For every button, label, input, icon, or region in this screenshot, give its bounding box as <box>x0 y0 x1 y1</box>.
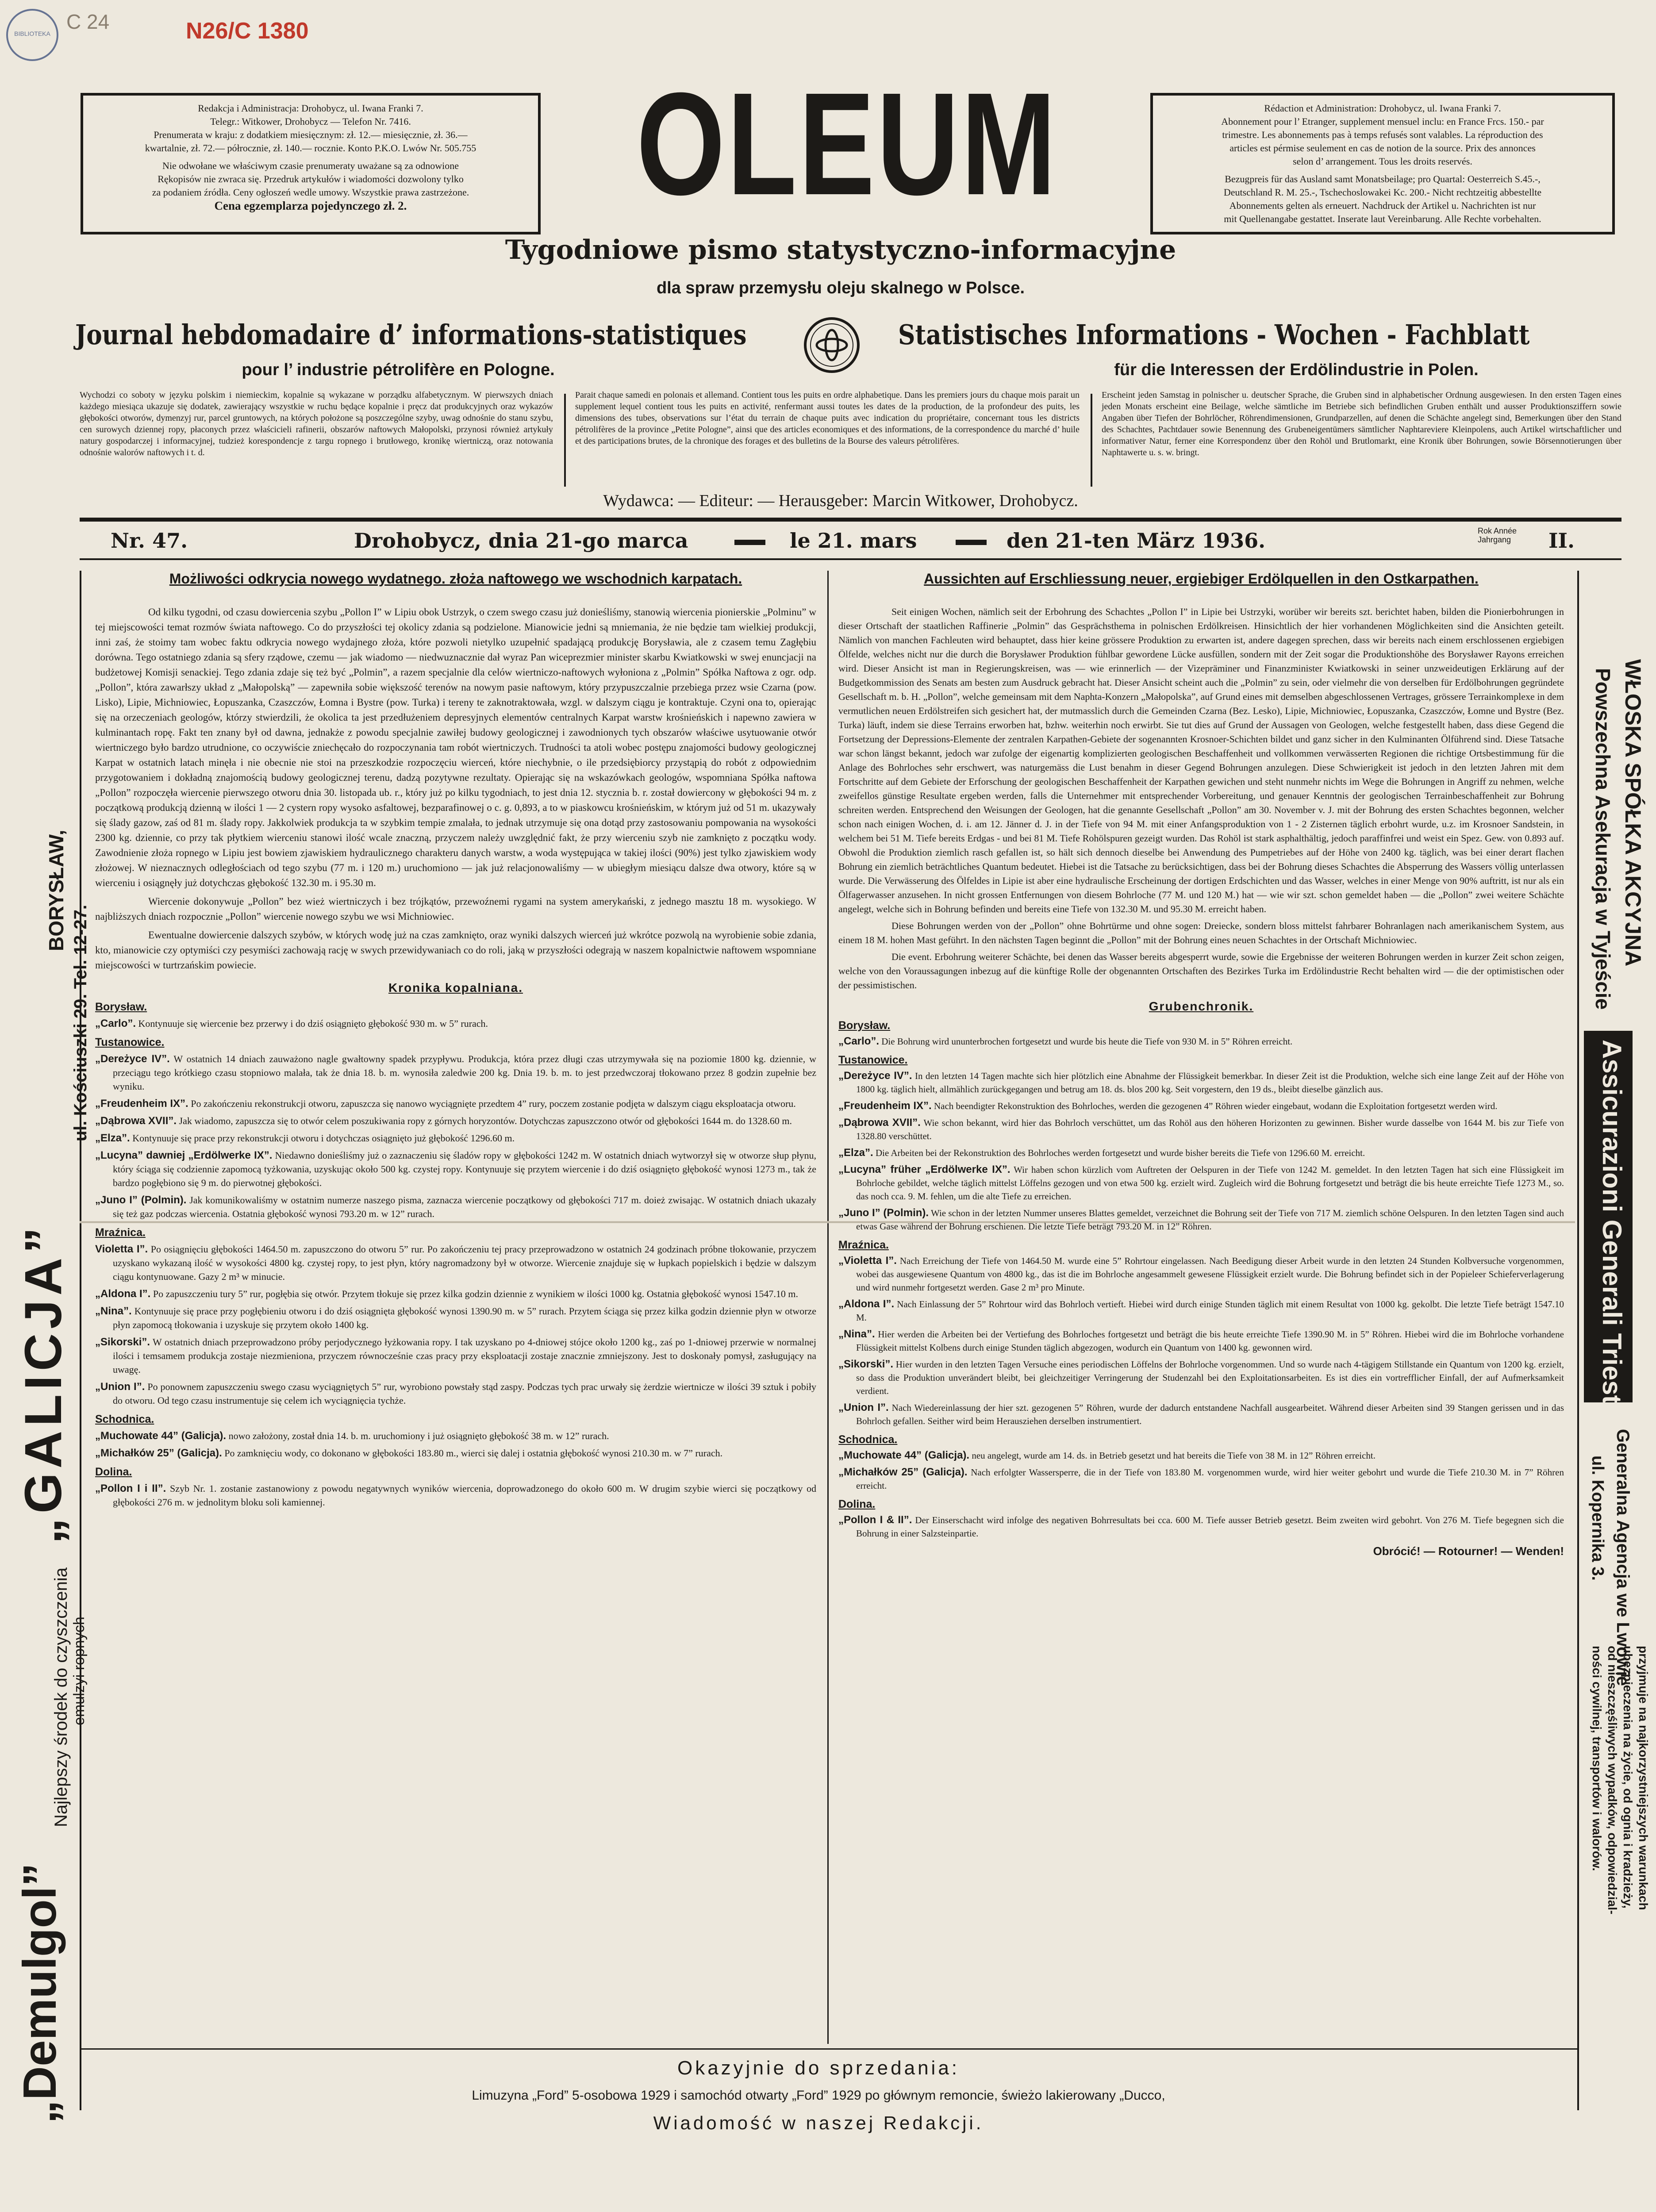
date-separator <box>956 540 987 545</box>
masthead-title: OLEUM <box>636 62 1058 225</box>
chronicle-entry <box>95 1114 816 1128</box>
well-name: „Nina”. <box>838 1328 875 1340</box>
chronicle-entry <box>95 1335 816 1376</box>
chronicle-place: Mraźnica. <box>838 1239 889 1251</box>
well-name: „Dąbrowa XVII”. <box>95 1115 177 1127</box>
entry-text: Wir haben schon kürzlich vom Auftreten der Oelspuren in der Tiefe von 1242 M. gemeldet. In den letzten Tagen hat sich eine Flüssigkeit im Bohrloche gebildet, welche täglich mittelst Löffelns gezogen und von etwa 500 kg. erzielt wird. Zugleich wird die Bohrung fortgesetzt und beträgt die bis heute erreichte Tiefe 1273 M., so. das noch cca. 9. M. fehlen, um die alte Tiefe zu erreichen. <box>856 1164 1564 1202</box>
chronicle-entry <box>838 1401 1564 1428</box>
chronicle-place: Schodnica. <box>838 1433 898 1446</box>
ad-right-desc: przyjmuje na najkorzystniejszych warunkach <box>1637 1646 1650 1910</box>
left-article-p1: Od kilku tygodni, od czasu dowiercenia szybu „Pollon I” w Lipiu obok Ustrzyk, o czem swego czasu już donieśliśmy, stanowią wiercenia pionierskie „Polminu” w tej miejscowości temat rozmów świata naftowego. Co do przyszłości tej okolicy zdania są podzielone. Mianowicie jedni są mniemania, że nie będzie tam wielkiej produkcji, inni zaś, że stoimy tam wobec faktu odkrycia nowego wydajnego złoża, które pozwoli nietylko uzupełnić spadającą produkcję Borysławia, ale z czasem temu Zagłębiu dorówna. Tego ostatniego zdania są sfery rządowe, czemu — jak wiadomo — niedwuznacznie dał wyraz Pan wiceprezmier minister skarbu Kwiatkowski w swej enuncjacji na budżetowej Komisji senackiej. Tego zdania zdaje się też być „Polmin”, a razem specjalnie dla celów wiertniczo-naftowych wyłoniona z „Polmin” Spółka Naftowa z ogr. odp. „Pollon”, która zawarłszy układ z „Małopolską” — zapewniła sobie większość terenów na nowym pasie naftowym, który przypuszczalnie przebiega przez wsie Czarna (pow. Lisko), Lipie, Michniowiec, Łopuszanka, Czaszczów, Łomna i Bystre (pow. Turka) i tereny te zaknotraktowała, wzgl. w dalszym ciągu je kontraktuje. Czyni ona to, opierając się na orzeczeniach geologów, którzy stwierdzili, że okolica ta jest przedłużeniem depresyjnych elementów centralnych Karpat warstw krośnieńskich i napewno zawiera w kulminantach ropę. Fakt ten znany był od dawna, jednakże z powodu specjalnie zawiłej budowy geologicznej i zawodnionych tych obszarów właściwe usytuowanie otwór wiertniczego było bardzo utrudnione, co oczywiście zniechęcało do rozpoczynania tam robót wiertniczych. Trudności ta atoli wobec postępu znajomości budowy geologicznej Karpat w ostatnich latach minęła i nie obecnie nie stoi na przeszkodzie rozpoczęciu wierceń, które niechybnie, o ile przedsiębiorcy przystąpią do robót z odpowiednim przygotowaniem i dokładną znajomością budowy geologicznej terenu, dadzą pozytywne rezultaty. Opierając się na wskazówkach geologów, wspomniana Spółka naftowa „Pollon” rozpoczęła wiercenie pierwszego otworu dnia 30. listopada ub. r., który już po kilku tygodniach, to jest dnia 12. stycznia b. r. został dowiercony w głębokości 94 m. z początkową produkcją dzienną w ilości 1 — 2 cystern ropy wysoko asfaltowej, bezparafinowej o c. g. 0,893, a to w piaskowcu krośnieńskim, w którym już od 51 m. ukazywały się ślady gazow, zaś od 81 m. ślady ropy. Jakkolwiek produkcja ta w szybkim tempie zmalała, to jednak utrzymuje się ona dotąd przy zastosowaniu pompowania na wysokości 2300 kg. dziennie, co przy tak płytkiem wierceniu stanowi ilość wcale znaczną, przyczem należy uwzględnić fakt, że przy wierceniu szyb nie zamknięto z początku wody. Zawodnienie złoża ropnego w Lipiu jest bowiem zjawiskiem hydraulicznego charakteru danych warstw, a woda występująca w takiej ilości (90%) jest tylko zjawiskiem wody złożowej. W nieznacznych odległościach od tego szybu (77 m. i 120 m.) uruchomiono — jak już relacjonowaliśmy — w ubiegłym miesiącu dalsze dwa otwory, które są w wierceniu i osiągnęły już dotychczas głębokość 132.30 m. i 95.30 m. <box>95 607 816 888</box>
chronicle-place: Tustanowice. <box>838 1054 908 1066</box>
chronicle-entry <box>838 1146 1564 1160</box>
left-box-line: Telegr.: Witkower, Drohobycz — Telefon Nr. 7416. <box>210 116 411 127</box>
chronicle-place: Dolina. <box>95 1466 132 1478</box>
sale-footer: Wiadomość w naszej Redakcji. <box>653 2112 984 2133</box>
well-name: „Muchowate 44” (Galicja). <box>95 1430 227 1442</box>
well-name: „Freudenheim IX”. <box>95 1098 188 1110</box>
subtitle-pl2: dla spraw przemysłu oleju skalnego w Polsce. <box>656 279 1025 297</box>
right-box-line: Deutschland R. M. 25.-, Tschechoslowakei Kc. 200.- Nicht rechtzeitig abbestellte <box>1223 187 1542 198</box>
oleum-emblem <box>803 316 861 374</box>
well-name: „Aldona I”. <box>95 1288 151 1300</box>
entry-text: Nach Einlassung der 5” Rohrtour wird das Bohrloch vertieft. Hiebei wird durch einige Stunden täglich mit einem Resultat von 1000 kg. gekolbt. Die letzte Tiefe beträgt 1547.10 M. <box>856 1299 1564 1323</box>
chronicle-entry <box>95 1097 816 1110</box>
right-chronicle-title: Grubenchronik. <box>1149 999 1254 1013</box>
entry-text: Szyb Nr. 1. zostanie zastanowiony z powodu negatywnych wyników wiercenia, doprowadzonego do około 600 m. W drugim szybie wierci się początkowy od głębokości 276 m. w jednolitym bloku soli kamiennej. <box>113 1483 817 1508</box>
chronicle-entry <box>838 1116 1564 1143</box>
left-box-line: Rękopisów nie zwraca się. Przedruk artykułów i wiadomości dozwolony tylko <box>158 173 464 184</box>
left-box-line: za podaniem źródła. Ceny ogłoszeń wedle umowy. Wszystkie prawa zastrzeżone. <box>152 187 469 198</box>
chronicle-entry <box>95 1446 816 1460</box>
well-name: „Michałków 25” (Galicja). <box>95 1447 222 1459</box>
left-box-line: kwartalnie, zł. 72.— półrocznie, zł. 140.— rocznie. Konto P.K.O. Lwów Nr. 505.755 <box>145 142 476 154</box>
date-pl: Drohobycz, dnia 21-go marca <box>354 529 688 553</box>
left-article-headline: Możliwości odkrycia nowego wydatnego. złoża naftowego we wschodnich karpatach. <box>169 571 742 587</box>
publisher-line: Wydawca: — Editeur: — Herausgeber: Marcin Witkower, Drohobycz. <box>603 492 1078 510</box>
issue-number: Nr. 47. <box>111 529 188 553</box>
stamp-text: BIBLIOTEKA <box>14 30 50 37</box>
year-label: Rok Année Jahrgang <box>1478 526 1517 544</box>
entry-text: Po zamknięciu wody, co dokonano w głębokości 183.80 m., wierci się dalej i ostatnia głębokość wynosi 210.30 m. w 7” rurach. <box>224 1448 723 1459</box>
chronicle-entry <box>838 1298 1564 1324</box>
chronicle-entry <box>95 1429 816 1443</box>
left-article-p3: Ewentualne dowiercenie dalszych szybów, w których wodę już na czas zamknięto, oraz wyniki dalszych wierceń już wkrótce pozwolą na wyrobienie sobie zdania, kto, mianowicie czy optymiści czy pesymiści zachowają rację w swych przewidywaniach co do roli, jaką w przyszłości odegrają w naszem kopalnictwie naftowem wspomniane miejscowości w turtrzańskim powiecie. <box>95 929 816 971</box>
chronicle-entry <box>838 1099 1564 1113</box>
intro-fr: Parait chaque samedi en polonais et allemand. Contient tous les puits en ordre alphabetique. Dans les premiers jours du chaque mois parait un supplement lequel contient tous les puits en activité, renfermant aussi toutes les dates de la production, de la profondeur des puits, les dimensions des tubes, observations sur l’état du terrain de chaque puits avec indication du propriétaire, concernant tous les districts pétrolifères de la province „Petite Pologne”, ainsi que des articles economiques et des informations, de la correspondence du marché d’ huile et des participations brutes, de la chronique des forages et des bulletins de la Bourse des valeurs pétrolifères. <box>575 390 1080 446</box>
chronicle-entry <box>838 1254 1564 1294</box>
entry-text: Hier wurden in den letzten Tagen Versuche eines periodischen Löffelns der Bohrloche vorgenommen. Und so wurde nach 4-tägigem Stillstande ein Quantum von 1200 kg. erzielt, so dass die Produktion unverändert bleibt, bei gleichzeitiger Verringerung der Studenzahl bei den Exploitationsarbeiten. Es ist dies ein vortrefflicher Einfall, der auf Aufmerksamkeit verdient. <box>856 1359 1564 1396</box>
entry-text: W ostatnich dniach przeprowadzono próby perjodycznego łyżkowania ropy. I tak uzyskano po 4-dniowej stójce około 1200 kg., zaś po 1-dniowej przerwie w normalnej ilości i temsamem produkcja zostaje niezmieniona, przyczem równocześnie czas pracy przy eksploatacji zostaje znacznie zmniejszony. Jest to doskonały pomysł, zasługujący na uwagę. <box>113 1336 816 1375</box>
entry-text: Kontynuuje się wiercenie bez przerwy i do dziś osiągnięto głębokość 930 m. w 5” rurach. <box>138 1018 488 1029</box>
chronicle-entry <box>838 1035 1564 1048</box>
sale-title: Okazyjnie do sprzedania: <box>677 2057 960 2079</box>
handwritten-number: N26/C 1380 <box>186 18 309 44</box>
ad-right-desc: ności cywilnej, transportów i walorów. <box>1590 1646 1604 1871</box>
ad-right-desc: ubezpieczenia na życie, od ognia i kradzieży, <box>1621 1646 1635 1909</box>
chronicle-place: Mraźnica. <box>95 1226 146 1239</box>
entry-text: Jak komunikowaliśmy w ostatnim numerze naszego pisma, zaznacza wiercenie początkowy od głębokości 717 m. doież zwisając. W ostatnich dniach ukazały się też gaz podczas wiercenia. Ostatnia głębokość wynosi 793.20 m. w 12” rurach. <box>113 1194 817 1219</box>
left-ad-rule <box>80 571 81 2110</box>
right-article-p2: Diese Bohrungen werden von der „Pollon” ohne Bohrtürme und ohne sogen: Dreiecke, sondern bloss mittelst fahrbarer Bohranlagen nach amerikanischem System, aus einem 18 M. hohen Mast geführt. In den nächsten Tagen beginnt die „Pollon” mit der Bohrung eines neuen Schachtes in der Ortschaft Michniowiec. <box>838 920 1564 945</box>
chronicle-entry <box>95 1482 817 1509</box>
right-article-headline: Aussichten auf Erschliessung neuer, ergiebiger Erdölquellen in den Ostkarpathen. <box>924 571 1479 587</box>
right-box-line: Abonnement pour l’ Etranger, supplement mensuel inclu: en France Frcs. 150.- par <box>1221 116 1544 127</box>
intro-de: Erscheint jeden Samstag in polnischer u. deutscher Sprache, die Gruben sind in alphabetischer Ordnung ausgewiesen. In den ersten Tagen eines jeden Monats erscheint eine Beilage, welche sämtliche im Betriebe sich befindlichen Gruben enthält und ausser Produktionsziffern sowie Angaben über Tiefen der Bohrlöcher, Röhrendimensionen, Grundparzellen, auf denen die Schächte angelegt sind, Bemerkungen über den Stand des Schachtes, Pachtdauer sowie Benennung des Grubeneigentümers sämtlicher Naphtareviere Kleinpolens, auch Artikel wirtschaftlicher und informativer Natur, ferner eine Korrespondenz über den Rohöl und Brutlomarkt, eine Kronik über Bohrungen, sowie Börsennotierungen über Naphtawerte u. s. w. bringt. <box>1102 390 1621 457</box>
well-name: „Juno I” (Polmin). <box>95 1194 187 1206</box>
date-fr: le 21. mars <box>790 529 917 553</box>
entry-text: Wie schon in der letzten Nummer unseres Blattes gemeldet, verzeichnet die Bohrung seit der Tiefe von 717 M. ziemlich schöne Oelspuren. In den letzten Tagen sind auch etwas Gase während der Bohrung erschienen. Die letzte Tiefe beträgt 793.20 M. in 12” Röhren. <box>856 1208 1564 1232</box>
entry-text: Die Bohrung wird ununterbrochen fortgesetzt und wurde bis heute die Tiefe von 930 M. in 5” Röhren erreicht. <box>881 1036 1293 1047</box>
price-line: Cena egzemplarza pojedynczego zł. 2. <box>214 199 407 212</box>
well-name: „Carlo”. <box>95 1018 136 1029</box>
intro-pl: Wychodzi co soboty w języku polskim i niemieckim, kopalnie są wykazane w porządku alfabetycznym. W pierwszych dniach każdego miesiąca ukazuje się dodatek, zawierający wszystkie w ruchu będące kopalnie i pręcz dat produkcyjnych oraz wykazów głębokości otworów, dymenzyj rur, parcel gruntowych, na których położone są poszczególne szyby, uwag odnośnie do stanu szybu, cen surowych dziennej ropy, płaconych przez właścicieli rafinerii, obszarów naftowych Małopolski, przynosi również artykuły natury gospodarczej i informacyjnej, tudzież korespondencje z targu ropnego i brutłowego, kronikę wiertniczą, oraz notowania odnośnie walorów naftowych i t. d. <box>80 390 553 457</box>
right-info-box <box>1150 93 1615 234</box>
well-name: „Pollon I & II”. <box>838 1514 912 1526</box>
entry-text: Jak wiadomo, zapuszcza się to otwór celem poszukiwania ropy z górnych horyzontów. Dotychczas zapuszczono otwór od głębokości 1644 m. do 1328.60 m. <box>179 1115 792 1126</box>
well-name: „Elza”. <box>838 1147 873 1159</box>
right-ad-rule <box>1577 571 1579 2110</box>
year-value: II. <box>1548 529 1575 553</box>
entry-text: Po ponownem zapuszczeniu swego czasu wyciągniętych 5” rur, wyrobiono powstały stąd zaspy. Podczas tych prac urwały się żerdzie wiertnicze w ilości 39 sztuk i pobiły do otworu. Od tego czasu instrumentuje się celem ich wyciągnięcia tychże. <box>113 1381 817 1406</box>
chronicle-entry <box>838 1206 1564 1233</box>
entry-text: nowo założony, został dnia 14. b. m. uruchomiony i już osiągnięto głębokość 38 m. w 12” rurach. <box>228 1430 609 1441</box>
well-name: „Michałków 25” (Galicja). <box>838 1466 968 1478</box>
chronicle-entry <box>95 1380 817 1407</box>
well-name: „Union I”. <box>95 1381 145 1393</box>
chronicle-entry <box>95 1148 816 1190</box>
well-name: „Juno I” (Polmin). <box>838 1207 929 1219</box>
well-name: „Sikorski”. <box>95 1336 150 1348</box>
chronicle-entry <box>95 1193 817 1221</box>
ad-left-desc: emulzyi ropnych <box>71 1617 88 1725</box>
left-article-p2: Wiercenie dokonywuje „Pollon” bez wież wiertniczych i bez trójkątów, przewoźnemi rygami na system amerykański, z jednego masztu 18 m. wysokiego. W najbliższych dniach rozpocznie „Pollon” wiercenie nowego szybu we wsi Michniowiec. <box>95 896 816 922</box>
turn-over-note: Obrócić! — Rotourner! — Wenden! <box>1373 1544 1564 1558</box>
entry-text: Nach beendigter Rekonstruktion des Bohrloches, werden die gezogenen 4” Röhren wieder eingebaut, wodann die Exploitation fortgesetzt werden wird. <box>934 1101 1498 1111</box>
subtitle-fr: Journal hebdomadaire d’ informations-statistiques <box>75 319 747 351</box>
dateline-rule-top <box>80 518 1621 522</box>
chronicle-entry <box>838 1163 1564 1203</box>
chronicle-entry <box>95 1304 816 1332</box>
well-name: „Dereżyce IV”. <box>95 1053 170 1065</box>
sale-line: Limuzyna „Ford” 5-osobowa 1929 i samochód otwarty „Ford” 1929 po głównym remoncie, świeżo lakierowany „Ducco, <box>472 2088 1165 2103</box>
subtitle-fr2: pour l’ industrie pétrolifère en Pologne. <box>242 361 555 379</box>
right-box-line: Rédaction et Administration: Drohobycz, ul. Iwana Franki 7. <box>1264 103 1501 114</box>
ad-left-brand: „GALICJA” <box>14 1223 73 1544</box>
library-stamp <box>6 9 58 61</box>
chronicle-entry <box>838 1513 1564 1540</box>
well-name: „Lucyna” früher „Erdölwerke IX”. <box>838 1164 1011 1175</box>
chronicle-entry <box>838 1466 1564 1492</box>
ad-right-address: ul. Kopernika 3. <box>1588 1455 1607 1581</box>
well-name: „Carlo”. <box>838 1035 880 1047</box>
chronicle-entry <box>838 1358 1564 1398</box>
chronicle-entry <box>95 1052 817 1093</box>
entry-text: Wie schon bekannt, wird hier das Bohrloch verschüttet, um das Rohöl aus den höheren Horizonten zu gewinnen. Bisher wurde dasselbe von 1644 M. bis zur Tiefe von 1328.80 verschüttet. <box>856 1118 1564 1141</box>
left-chronicle-title: Kronika kopalniana. <box>388 981 523 995</box>
entry-text: Po osiągnięciu głębokości 1464.50 m. zapuszczono do otworu 5” rur. Po zakończeniu tej pracy przeprowadzono w ostatnich 24 godzinach próbne tłokowanie, przyczem uzyskano wykazaną ilość w wysokości 4800 kg. czystej ropy, to jest płyn, który nagromadzony był w otworze. Wiercenie znajduje się w łupkach popielskich i będzie w dalszym ciągu kontynuowane. Gazy 2 m³ w minucie. <box>113 1244 816 1282</box>
subtitle-pl: Tygodniowe pismo statystyczno-informacyjne <box>505 234 1176 265</box>
chronicle-entry <box>95 1131 816 1145</box>
entry-text: Po zapuszczeniu tury 5” rur, pogłębia się otwór. Przytem tłokuje się przez kilka godzin dziennie z wynikiem w ilości 1000 kg. Ostatnia głębokość wynosi 1547.10 m. <box>153 1288 798 1299</box>
right-column <box>838 571 1564 1558</box>
entry-text: W ostatnich 14 dniach zauważono nagle gwałtowny spadek przypływu. Produkcja, która przez długi czas utrzymywała się na poziomie 1800 kg. dziennie, w przeciągu tego krótkiego czasu stopniowo malała, tak że dnia 18. b. m. wynosiła zaledwie 200 kg. Dnia 19. b. m. to jest przedwczoraj tłokowano przez 8 godzin zupełnie bez wyniku. <box>113 1053 817 1092</box>
entry-text: In den letzten 14 Tagen machte sich hier plötzlich eine Abnahme der Flüssigkeit bemerkbar. In dieser Zeit ist die Produktion, welche sich eine lange Zeit auf der Höhe von 1800 kg. täglich hielt, allmählich zurückgegangen und betrug am 18. ds. blos 200 kg. Seit vorgestern, den 19 ds., bleibt dieselbe gänzlich aus. <box>856 1071 1564 1094</box>
left-box-line: Prenumerata w kraju: z dodatkiem miesięcznym: zł. 12.— miesięcznie, zł. 36.— <box>154 129 468 140</box>
shelf-mark: C 24 <box>66 10 110 33</box>
well-name: „Elza”. <box>95 1132 130 1144</box>
chronicle-place: Schodnica. <box>95 1413 154 1425</box>
left-box-line: Redakcja i Administracja: Drohobycz, ul. Iwana Franki 7. <box>198 103 423 114</box>
well-name: „Dąbrowa XVII”. <box>838 1117 921 1129</box>
column-divider <box>827 571 829 2044</box>
entry-text: Nach Wiedereinlassung der hier szt. gezogenen 5” Röhren, wurde der dadurch entstandene Nachfall ausgearbeitet. Während dieser Arbeiten sind 39 Stangen gerissen und in das Bohrloch gefallen. Seither wird beim Herausziehen derselben instrumentiert. <box>856 1402 1564 1426</box>
left-chronicle <box>95 1000 816 1509</box>
well-name: Violetta I”. <box>95 1243 148 1255</box>
well-name: „Nina”. <box>95 1305 132 1317</box>
chronicle-entry <box>838 1328 1564 1354</box>
well-name: „Pollon I i II”. <box>95 1482 166 1494</box>
chronicle-entry <box>838 1069 1564 1096</box>
entry-text: Nach erfolgter Wassersperre, die in der Tiefe von 183.80 M. vorgenommen wurde, wird hier weiter gebohrt und wurde die Tiefe 210.30 M. in 7” Röhren erreicht. <box>856 1467 1564 1491</box>
subtitle-de2: für die Interessen der Erdölindustrie in Polen. <box>1114 361 1479 379</box>
chronicle-entry <box>838 1449 1564 1462</box>
right-box-line: Abonnements gelten als erneuert. Nachdruck der Artikel u. Nachrichten ist nur <box>1229 200 1536 211</box>
sale-rule <box>80 2048 1577 2050</box>
ad-left-city: BORYSŁAW, <box>45 830 68 951</box>
intro-divider <box>564 394 566 487</box>
right-article-p3: Die event. Erbohrung weiterer Schächte, bei denen das Wasser bereits abgesperrt wurde, sowie die Ergebnisse der weiteren Bohrungen werden in kurzer Zeit schon zeigen, welche von den Voraussagungen inbezug auf die künftige Rolle der obgenannten Ortschaften des Bezirkes Turka im Erdölindustrie Recht behalten wird — die der optimistischen oder der pessimistischen. <box>838 951 1564 991</box>
date-separator <box>734 540 765 545</box>
well-name: „Union I”. <box>838 1402 889 1413</box>
right-box-line: selon d’ arrangement. Tous les droits reservés. <box>1293 156 1472 167</box>
entry-text: Kontynuuje się prace przy rekonstrukcji otworu i dotychczas osiągnięto już głębokość 1296.60 m. <box>132 1133 515 1144</box>
left-box-line: Nie odwołane we właściwym czasie prenumeraty uważane są za odnowione <box>162 160 459 171</box>
ad-left-address: ul. Kościuszki 29. Tel. 12-27. <box>71 904 90 1141</box>
well-name: „Violetta I”. <box>838 1255 897 1267</box>
entry-text: Kontynuuje się prace przy pogłębieniu otworu i do dziś osiągnięta głębokość wynosi 1390.90 m. w 5” rurach. Przytem ściąga się przez kilka godzin dziennie płyn w otworze płyn zapomocą tłokowania i uzyskuje się przytem około 1400 kg. <box>113 1306 816 1330</box>
well-name: „Muchowate 44” (Galicja). <box>838 1449 970 1461</box>
ad-left-product: „Demulgol” <box>14 1863 66 2124</box>
entry-text: neu angelegt, wurde am 14. ds. in Betrieb gesetzt und hat bereits die Tiefe von 38 M. in 12” Röhren erreicht. <box>972 1450 1376 1461</box>
chronicle-entry <box>95 1017 816 1030</box>
entry-text: Der Einserschacht wird infolge des negativen Bohrresultats bei cca. 600 M. Tiefe ausser Betrieb gesetzt. Beim zweiten wird gebohrt. Von 276 M. Tiefe begegnen sich die Bohrung in einer Salzsteinpartie. <box>856 1515 1564 1539</box>
chronicle-place: Tustanowice. <box>95 1036 165 1048</box>
entry-text: Hier werden die Arbeiten bei der Vertiefung des Bohrloches fortgesetzt und beträgt die bis heute erreichte Tiefe 1390.90 M. in 5” Röhren. Hiebei wird die im Bohrloche vorhandene Flüssigkeit mittelst Kolbens durch einige Stunden täglich abgezogen, wodurch ein Quantum von 1400 kg. gewonnen wird. <box>856 1329 1564 1353</box>
left-column <box>95 571 816 1513</box>
entry-text: Nach Erreichung der Tiefe von 1464.50 M. wurde eine 5” Rohrtour eingelassen. Nach Beedigung dieser Arbeit wurde in den letzten 24 Stunden Kolbversuche vorgenommen, wobei das ausgewiesene Quantum von 4800 kg., das ist die im Bohrloche angesammelt gewesene Flüssigkeit erzielt wurde. Die Bohrung befindet sich in der Popieleer Schieferverlagerung und wird nunmehr fortgesetzt werden. Gase 2 m³ pro Minute. <box>856 1256 1564 1293</box>
right-box-line: articles est pérmise seulement en cas de notion de la source. Prix des annonces <box>1230 142 1536 154</box>
ad-right-desc: od nieszczęśliwych wypadków, odpowiedzial- <box>1606 1646 1619 1915</box>
right-chronicle <box>838 1019 1564 1540</box>
ad-right-sub: Powszechna Asekuracja w Tyjeście <box>1591 668 1614 1010</box>
well-name: „Dereżyce IV”. <box>838 1070 912 1082</box>
entry-text: Po zakończeniu rekonstrukcji otworu, zapuszcza się nanowo wyciągnięte przedtem 4” rury, poczem zostanie podjęta w dalszym ciągu eksploatacja otworu. <box>191 1098 796 1109</box>
subtitle-de: Statistisches Informations - Wochen - Fachblatt <box>898 319 1530 351</box>
intro-divider <box>1091 394 1092 487</box>
entry-text: Niedawno donieśliśmy już o zaznaczeniu się śladów ropy w głębokości 1242 m. W ostatnich dniach wytworzył się w otworze słup płynu, który ściąga się codziennie zapomocą tyżkowania, uzyskując około 500 kg. czystej ropy. Kontynuuje się przytem wiercenie i do dziś osiągnięto głębokość wynosi 1273 m., tak że bardzo pogłębiono się 9 m. do pierwotnej głębokości. <box>113 1150 816 1188</box>
chronicle-place: Borysław. <box>838 1019 891 1032</box>
right-box-line: mit Quellenangabe gestattet. Inserate laut Vereinbarung. Alle Rechte vorbehalten. <box>1224 213 1541 224</box>
well-name: „Sikorski”. <box>838 1358 894 1370</box>
left-info-box <box>81 93 541 234</box>
chronicle-place: Dolina. <box>838 1498 876 1510</box>
chronicle-entry <box>95 1287 816 1301</box>
date-de: den 21-ten März 1936. <box>1007 529 1266 553</box>
ad-right-agency: Generalna Agencja we Lwowie <box>1613 1429 1633 1686</box>
well-name: „Aldona I”. <box>838 1298 895 1310</box>
chronicle-place: Borysław. <box>95 1001 147 1013</box>
right-article-p1: Seit einigen Wochen, nämlich seit der Erbohrung des Schachtes „Pollon I” in Lipie bei Ustrzyki, worüber wir bereits szt. berichtet haben, bilden die Pionierbohrungen in dieser Ortschaft der staatlichen Raffinerie „Polmin” das Gesprächsthema in polnischen Erdölkreisen. Hinsichtlich der hier vorhandenen Möglichkeiten sind die Ansichten geteilt. Nämlich von manchen Fachleuten wird behauptet, dass hier keine grössere Produktion zu erwarten ist, andere dagegen sprechen, dass wir bereits nach einem erschlossenen ergiebigen Ölfelde, welches nicht nur die durch die Borysławer Produktion fühlbar gewordene Lücke ausfüllen, sondern mit der Zeit sogar die Produktionshöhe des Borysławer Rayons erreichen wird. Dieser Ansicht ist man in Regierungskreisen, was — wie erinnerlich — der Vizepräminer und Finanzminister Kwiatkowski in seiner unzweideutigen Erklärung auf der Budgetkommission des Senats am besten zum Ausdruck gebracht hat. Dieser Ansicht scheint auch die „Polmin” zu sein, oder vielmehr die von derselben für Erdölbohrungen gegründete Gesellschaft m. b. H. „Pollon”, welche gemeinsam mit dem Naphta-Konzern „Małopolska”, auf Grund eines mit demselben abgeschlossenen Vertrages, grössere Terrainkomplexe in dem vermutlichen neuen Erdölstreifen sich gesichert hat, der mutmasslich durch die Gemeinden Czarna (Bez. Lesko), Lipie, Michniowiec, Łopuszanka, Czaszczów, Łomne und Bystre (Bez. Turka) läuft, indem sie diese Terrains erworben hat, bzhw. weiterhin noch erwirbt. Sie tut dies auf Grund der Aussagen von Geologen, welche festgestellt haben, dass diese Gegend die Fortsetzung der Depressions-Elemente der zentralen Karpathen-Gebiete der sogenannten Krosnoer-Schichten bildet und ganz sicher in den Kulminanten Ölführend sind. Diese Tatsache war schon längst bekannt, jedoch war zufolge der eigenartig komplizierten geologischen Beschaffenheit und vollkommen verwässerten Regionen die richtige Ortsbestimmung für die Anlage des Bohrloches sehr erschwert, was naturgemäss die Lust benahm in dieser Gegend Bohrungen anzulegen. Diese Schwierigkeit ist jedoch in den letzten Jahren mit dem Fortschritte auf dem Gebiete der Erforschung der geologischen Beschaffenheit der Karpathen gewichen und steht nunmehr nichts im Wege die Bohrungen in Angriff zu nehmen, welche zweifellos günstige Resultate ergeben werden, falls die Unternehmer mit entsprechender Vorbereitung, und genauer Kenntnis der geologischen Terrainbeschaffenheit zur Bohrung schreiten werden. Entsprechend den Weisungen der Geologen, hat die genannte Gesellschaft „Pollon” am 30. November v. J. mit der Bohrung des ersten Schachtes begonnen, welcher schon nach einigen Wochen, d. i. am 12. Jänner d. J. in der Tiefe von 94 M. mit einer Anfangsproduktion von 1 - 2 Zisternen täglich erbohrt wurde, u.z. im Krosnoer Sandstein, in welchem bei 51 M. Tiefe bereits Erdgas - und bei 81 M. Tiefe Rohölspuren gezeigt wurden. Das Rohöl ist stark asphalthältig, jedoch paraffinfrei und weist ein Spez. Gew. von 0.893 auf. Obwohl die Produktion ziemlich rasch gefallen ist, so hält sich dennoch dieselbe bei Anwendung des Pumpetriebes auf der Höhe von 2400 kg. täglich, was bei einer derart flachen Bohrung ein ziemlich beträchtliches Quantum bedeutet. Hiebei ist die Tatsache zu berücksichtigen, dass bei der Bohrung dieses Schachtes die Absperrung des Wassers völlig unterlassen wurde. Die Verwässerung des Ölfeldes in Lipie ist aber eine hydraulische Erscheinung der dortigen Erdschichten und das Wasser, welches in einer Menge von 90% auftritt, ist nur als ein Ölfagerwasser anzusehen. In nicht grossen Entfernungen von diesem Bohrloche (77 M. und 120 M.) hat — wie wir szt. schon gemeldet haben — die „Pollon” zwei weitere Schächte angelegt, welche sich in Bohrung befinden und bereits eine Tiefe von 132.30 M. und 95.30 M. erreicht haben. <box>838 606 1564 914</box>
chronicle-entry <box>95 1242 816 1283</box>
ad-left-desc: Najlepszy środek do czyszczenia <box>51 1567 71 1827</box>
dateline-rule-bottom <box>80 558 1621 560</box>
well-name: „Lucyna” dawniej „Erdölwerke IX”. <box>95 1149 273 1161</box>
right-box-line: trimestre. Les abonnements pas à temps refusés sont valables. La réproduction des <box>1222 129 1543 140</box>
right-box-line: Bezugpreis für das Ausland samt Monatsbeilage; pro Quartal: Oesterreich S.45.-, <box>1225 173 1541 184</box>
well-name: „Freudenheim IX”. <box>838 1100 932 1112</box>
ad-right-company: WŁOSKA SPÓŁKA AKCYJNA <box>1621 659 1645 967</box>
entry-text: Die Arbeiten bei der Rekonstruktion des Bohrloches werden fortgesetzt und wurde bisher bereits die Tiefe von 1296.60 M. erreicht. <box>875 1148 1365 1158</box>
ad-right-brand: Assicurazioni Generali Trieste <box>1597 1040 1627 1419</box>
